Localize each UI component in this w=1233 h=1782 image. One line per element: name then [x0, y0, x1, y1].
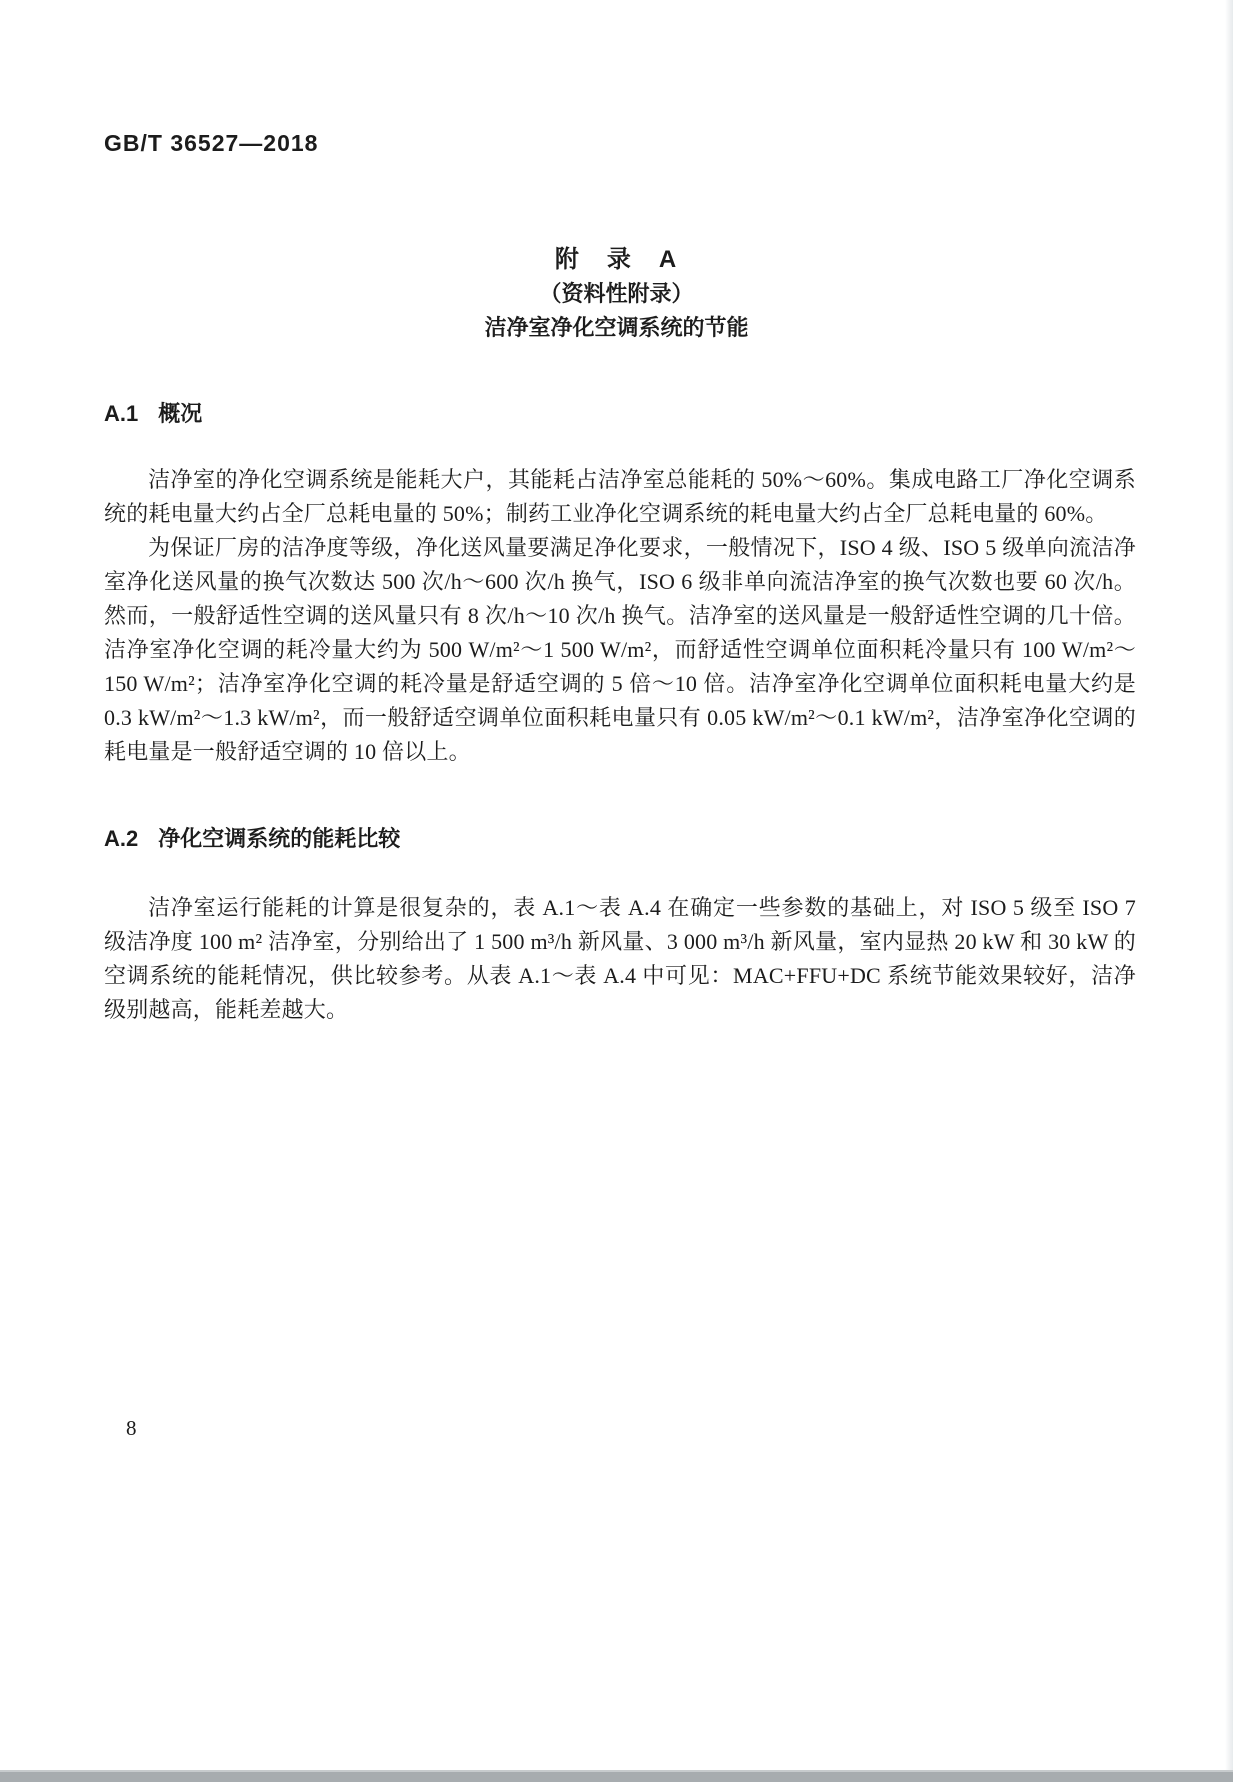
section-a2-heading [104, 824, 1136, 854]
scan-edge-right [1225, 0, 1233, 1782]
section-a2-number: A.2 [104, 826, 139, 851]
section-a2-title: 净化空调系统的能耗比较 [158, 826, 401, 851]
section-a2 [104, 824, 1136, 1027]
section-a1 [104, 399, 1136, 769]
appendix-subject: 洁净室净化空调系统的节能 [484, 315, 749, 340]
section-a1-heading [104, 399, 1136, 429]
scan-edge-bottom [0, 1770, 1233, 1782]
appendix-title: 附 录 A [554, 246, 679, 273]
appendix-type-note: （资料性附录） [539, 281, 694, 306]
section-a1-title: 概况 [158, 401, 203, 426]
page-number: 8 [126, 1416, 137, 1440]
standard-number-header: GB/T 36527—2018 [104, 130, 319, 156]
paragraph: 为保证厂房的洁净度等级，净化送风量要满足净化要求，一般情况下，ISO 4 级、ISO 5 级单向流洁净室净化送风量的换气次数达 500 次/h～600 次/h 换气，ISO 6 级非单向流洁净室的换气次数也要 60 次/h。然而，一般舒适性空调的送风量只有 8 次/h～10 次/h 换气。洁净室的送风量是一般舒适性空调的几十倍。洁净室净化空调的耗冷量大约为 500 W/m²～1 500 W/m²，而舒适性空调单位面积耗冷量只有 100 W/m²～150 W/m²；洁净室净化空调的耗冷量是舒适空调的 5 倍～10 倍。洁净室净化空调单位面积耗电量大约是 0.3 kW/m²～1.3 kW/m²，而一般舒适空调单位面积耗电量只有 0.05 kW/m²～0.1 kW/m²，洁净室净化空调的耗电量是一般舒适空调的 10 倍以上。 [104, 535, 1136, 764]
paragraph: 洁净室运行能耗的计算是很复杂的，表 A.1～表 A.4 在确定一些参数的基础上，对 ISO 5 级至 ISO 7 级洁净度 100 m² 洁净室，分别给出了 1 500 m³/h 新风量、3 000 m³/h 新风量，室内显热 20 kW 和 30 kW 的空调系统的能耗情况，供比较参考。从表 A.1～表 A.4 中可见：MAC+FFU+DC 系统节能效果较好，洁净级别越高，能耗差越大。 [104, 895, 1136, 1022]
section-a1-number: A.1 [104, 401, 139, 426]
paragraph: 洁净室的净化空调系统是能耗大户，其能耗占洁净室总能耗的 50%～60%。集成电路工厂净化空调系统的耗电量大约占全厂总耗电量的 50%；制药工业净化空调系统的耗电量大约占全厂总耗电量的 60%。 [104, 467, 1136, 526]
appendix-title-block [0, 243, 1233, 345]
